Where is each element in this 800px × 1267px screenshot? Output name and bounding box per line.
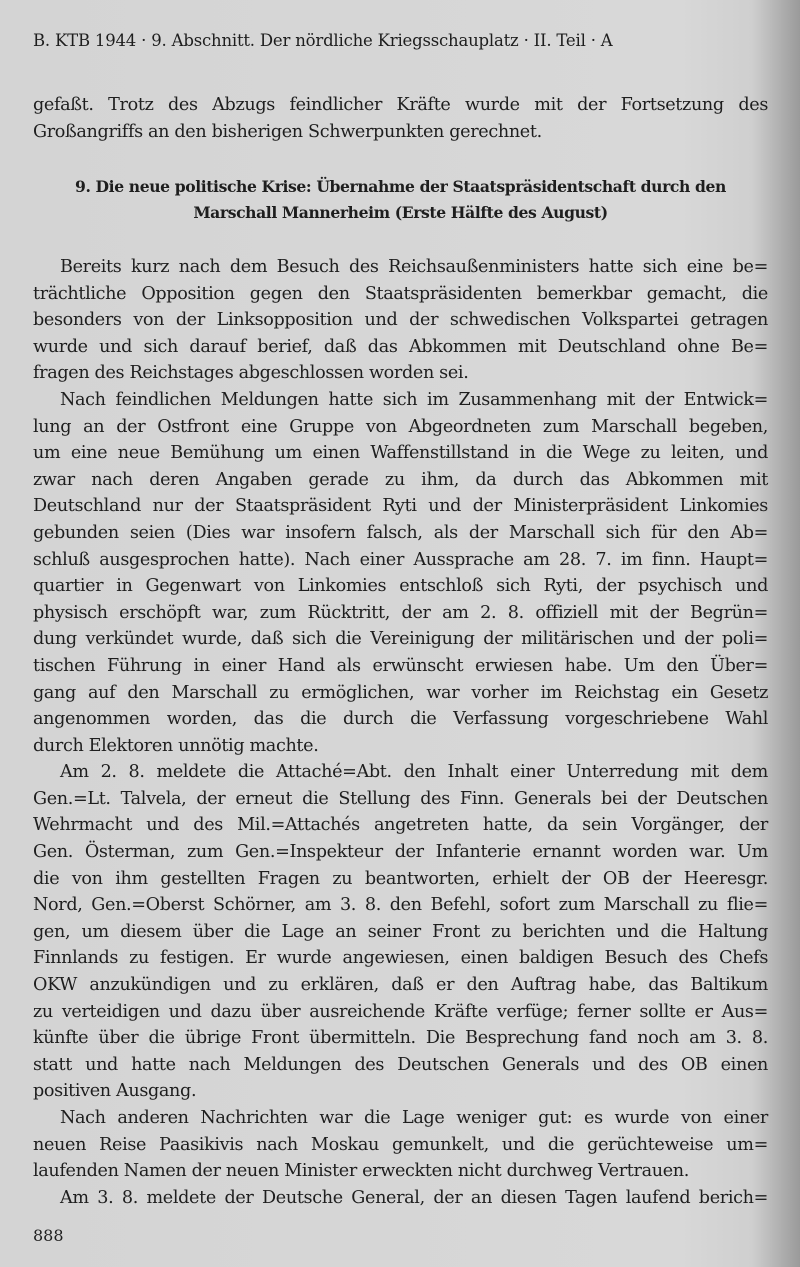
paragraph xyxy=(33,1185,768,1212)
text-line: neuen Reise Paasikivis nach Moskau gemunkelt, und die gerüchteweise um= xyxy=(33,1134,768,1155)
paragraph xyxy=(33,254,768,387)
text-line: die von ihm gestellten Fragen zu beantworten, erhielt der OB der Heeresgr. xyxy=(33,868,768,889)
text-line: tischen Führung in einer Hand als erwünscht erwiesen habe. Um den Über= xyxy=(33,655,768,676)
text-line: zwar nach deren Angaben gerade zu ihm, da durch das Abkommen mit xyxy=(33,469,768,490)
running-header: B. KTB 1944 · 9. Abschnitt. Der nördliche Kriegsschauplatz · II. Teil · A xyxy=(33,31,613,50)
page-number: 888 xyxy=(33,1226,64,1245)
text-line: lung an der Ostfront eine Gruppe von Abgeordneten zum Marschall begeben, xyxy=(33,416,768,437)
text-line: künfte über die übrige Front übermitteln. Die Besprechung fand noch am 3. 8. xyxy=(33,1028,768,1049)
text-line: angenommen worden, das die durch die Verfassung vorgeschriebene Wahl xyxy=(33,709,768,730)
text-line: Am 3. 8. meldete der Deutsche General, der an diesen Tagen laufend berich= xyxy=(60,1187,768,1208)
text-line: zu verteidigen und dazu über ausreichende Kräfte verfüge; ferner sollte er Aus= xyxy=(33,1001,768,1022)
body-text xyxy=(33,254,768,1211)
text-line: quartier in Gegenwart von Linkomies entschloß sich Ryti, der psychisch und xyxy=(33,576,768,597)
text-line: gebunden seien (Dies war insofern falsch, als der Marschall sich für den Ab= xyxy=(33,522,768,543)
paragraph xyxy=(33,1105,768,1185)
text-line: physisch erschöpft war, zum Rücktritt, der am 2. 8. offiziell mit der Begrün= xyxy=(33,602,768,623)
text-line: statt und hatte nach Meldungen des Deutschen Generals und des OB einen xyxy=(33,1054,768,1075)
text-line: durch Elektoren unnötig machte. xyxy=(33,735,319,756)
text-line: Gen. Österman, zum Gen.=Inspekteur der Infanterie ernannt worden war. Um xyxy=(33,842,768,863)
text-line: wurde und sich darauf berief, daß das Abkommen mit Deutschland ohne Be= xyxy=(33,336,768,357)
text-line: besonders von der Linksopposition und der schwedischen Volkspartei getragen xyxy=(33,310,768,331)
text-line: Gen.=Lt. Talvela, der erneut die Stellung des Finn. Generals bei der Deutschen xyxy=(33,788,768,809)
text-line: positiven Ausgang. xyxy=(33,1081,197,1102)
text-line: Deutschland nur der Staatspräsident Ryti und der Ministerpräsident Linkomies xyxy=(33,496,768,517)
text-line: Bereits kurz nach dem Besuch des Reichsaußenministers hatte sich eine be= xyxy=(60,257,768,277)
text-line: Nach anderen Nachrichten war die Lage weniger gut: es wurde von einer xyxy=(60,1108,768,1128)
text-line: dung verkündet wurde, daß sich die Vereinigung der militärischen und der poli= xyxy=(33,629,768,650)
text-line: um eine neue Bemühung um einen Waffenstillstand in die Wege zu leiten, und xyxy=(33,443,768,464)
text-line: gefaßt. Trotz des Abzugs feindlicher Kräfte wurde mit der Fortsetzung des xyxy=(33,95,768,115)
text-line: gen, um diesem über die Lage an seiner Front zu berichten und die Haltung xyxy=(33,921,768,942)
text-line: Großangriffs an den bisherigen Schwerpunkten gerechnet. xyxy=(33,121,542,142)
paragraph xyxy=(33,387,768,759)
text-line: trächtliche Opposition gegen den Staatspräsidenten bemerkbar gemacht, die xyxy=(33,283,768,304)
text-line: Wehrmacht und des Mil.=Attachés angetreten hatte, da sein Vorgänger, der xyxy=(33,815,768,836)
text-line: Finnlands zu festigen. Er wurde angewiesen, einen baldigen Besuch des Chefs xyxy=(33,948,768,969)
text-line: Nord, Gen.=Oberst Schörner, am 3. 8. den Befehl, sofort zum Marschall zu flie= xyxy=(33,895,768,916)
section-heading xyxy=(33,174,768,226)
paragraph xyxy=(33,759,768,1105)
text-line: Nach feindlichen Meldungen hatte sich im Zusammenhang mit der Entwick= xyxy=(60,389,768,410)
text-line: fragen des Reichstages abgeschlossen worden sei. xyxy=(33,363,469,384)
section-heading-line: Marschall Mannerheim (Erste Hälfte des August) xyxy=(193,203,608,222)
text-line: schluß ausgesprochen hatte). Nach einer Aussprache am 28. 7. im finn. Haupt= xyxy=(33,549,768,570)
text-line: Am 2. 8. meldete die Attaché=Abt. den Inhalt einer Unterredung mit dem xyxy=(60,762,768,783)
continuation-text xyxy=(33,92,768,145)
section-heading-line: 9. Die neue politische Krise: Übernahme der Staatspräsidentschaft durch den xyxy=(75,177,726,196)
text-line: OKW anzukündigen und zu erklären, daß er den Auftrag habe, das Baltikum xyxy=(33,975,768,996)
text-line: laufenden Namen der neuen Minister erweckten nicht durchweg Vertrauen. xyxy=(33,1161,689,1182)
text-line: gang auf den Marschall zu ermöglichen, war vorher im Reichstag ein Gesetz xyxy=(33,682,768,703)
